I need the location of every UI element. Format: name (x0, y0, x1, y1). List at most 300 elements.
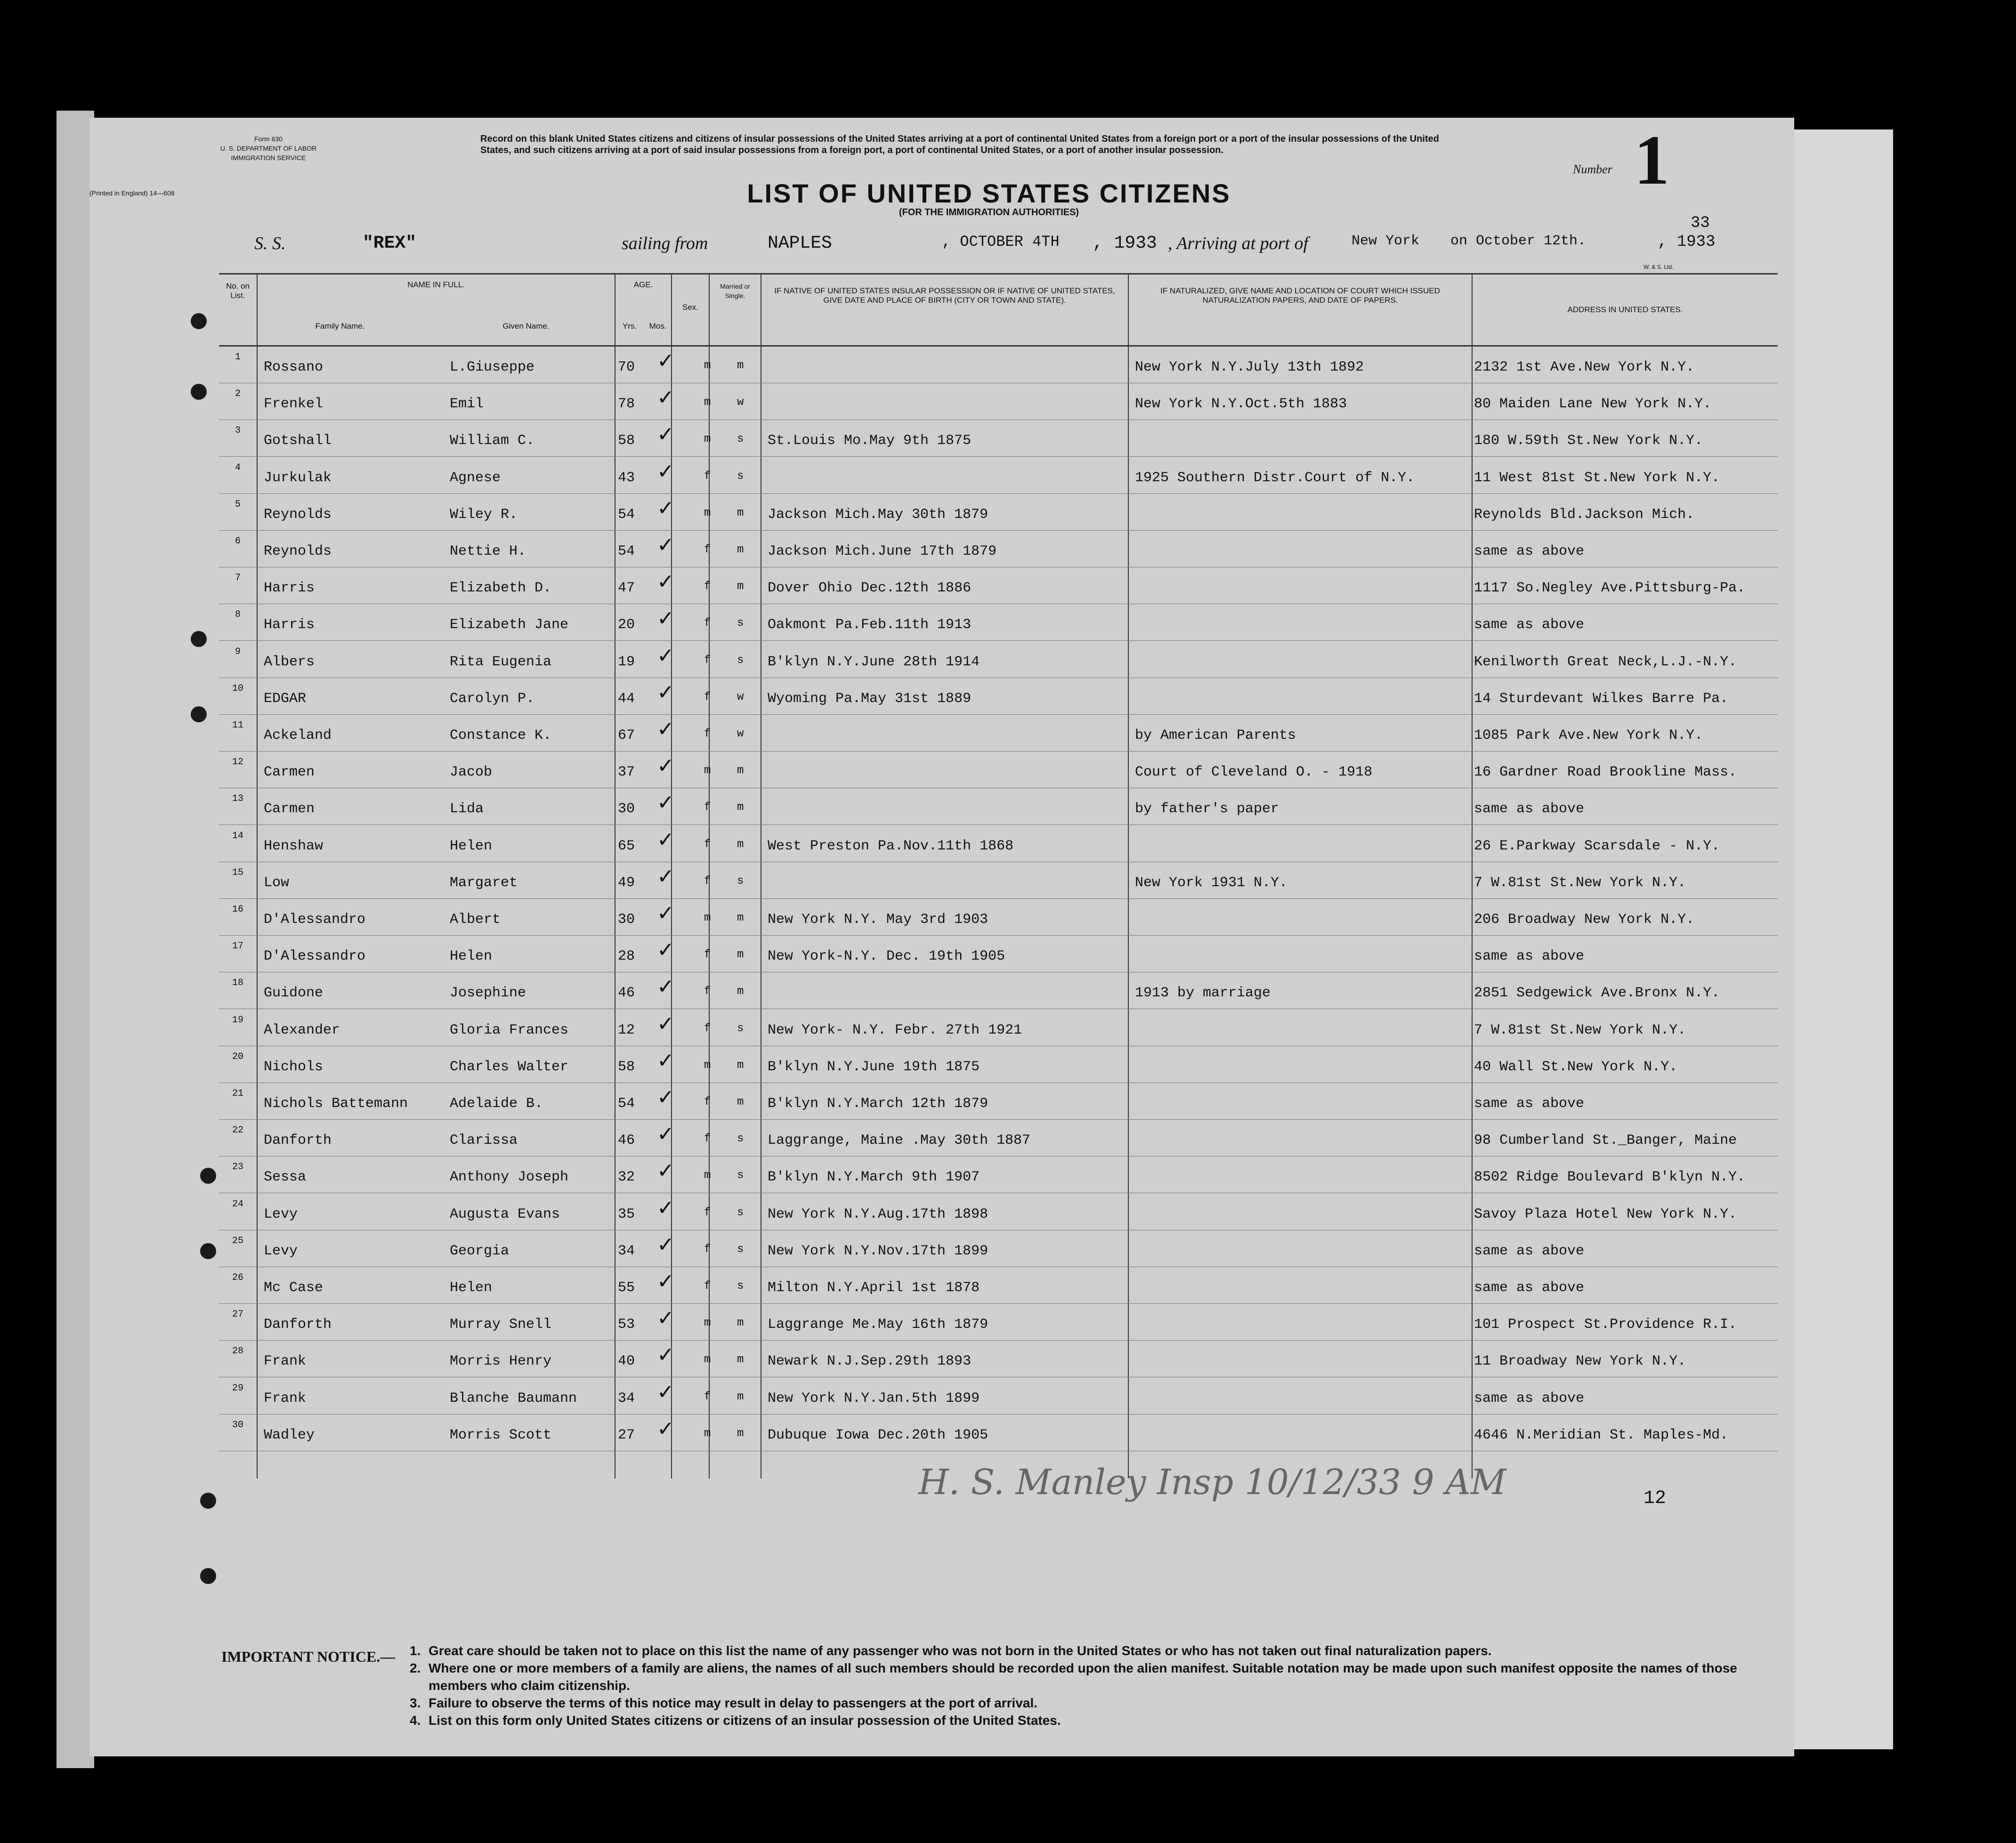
birth-place-date: B'klyn N.Y.March 12th 1879 (768, 1096, 988, 1112)
binding-hole (191, 706, 207, 722)
family-name: EDGAR (264, 690, 307, 707)
given-name: Elizabeth D. (450, 580, 552, 597)
sex: f (704, 580, 711, 593)
family-name: Frank (264, 1353, 307, 1370)
adjacent-page (1794, 129, 1893, 1749)
check-mark: ✓ (657, 938, 674, 962)
us-address: 4646 N.Meridian St. Maples-Md. (1474, 1427, 1729, 1443)
family-name: Danforth (264, 1317, 332, 1333)
us-address: Savoy Plaza Hotel New York N.Y. (1474, 1206, 1737, 1222)
birth-place-date: Milton N.Y.April 1st 1878 (768, 1280, 980, 1296)
us-address: 14 Sturdevant Wilkes Barre Pa. (1474, 690, 1729, 707)
us-address: 2132 1st Ave.New York N.Y. (1474, 359, 1695, 375)
marital-status: m (737, 985, 744, 998)
ship-name: "REX" (363, 233, 417, 253)
check-mark: ✓ (657, 827, 674, 852)
age-years: 34 (617, 1390, 635, 1406)
marital-status: s (737, 1022, 744, 1035)
given-name: L.Giuseppe (450, 359, 535, 375)
naturalization: Court of Cleveland O. - 1918 (1135, 764, 1373, 781)
birth-place-date: B'klyn N.Y.June 19th 1875 (768, 1059, 980, 1075)
check-mark: ✓ (657, 1343, 674, 1367)
sex: m (704, 764, 711, 777)
marital-status: s (737, 469, 744, 483)
check-mark: ✓ (657, 533, 674, 557)
record-instructions: Record on this blank United States citizens and citizens of insular possessions of the United States arriving at a port of continental United States from a foreign port or a port of the insular possessions of the United States, and such citizens arriving at a port of said insular possessions from a foreign port, a port of continental United States, or a port of another insular possession. (480, 134, 1439, 155)
check-mark: ✓ (657, 570, 674, 594)
sex: f (704, 1280, 711, 1293)
marital-status: w (737, 396, 744, 409)
sex: f (704, 1096, 711, 1108)
marital-status: m (737, 801, 744, 814)
given-name: Albert (450, 912, 501, 928)
table-row (219, 457, 1778, 494)
table-row (219, 1009, 1778, 1046)
check-mark: ✓ (657, 643, 674, 668)
age-years: 53 (617, 1317, 635, 1333)
arrival-year: , 1933 (1658, 233, 1716, 251)
given-name: Carolyn P. (450, 690, 535, 707)
us-address: same as above (1474, 1243, 1585, 1259)
row-number: 22 (232, 1125, 243, 1136)
marital-status: s (737, 1243, 744, 1256)
row-number: 28 (232, 1346, 243, 1357)
notice-text: List on this form only United States citizens or citizens of an insular possession of the United States. (429, 1713, 1061, 1728)
form-number: Form 630 (254, 135, 283, 143)
given-name: Margaret (450, 874, 518, 891)
binding-hole (191, 631, 207, 647)
marital-status: m (737, 912, 744, 924)
us-address: same as above (1474, 617, 1585, 633)
marital-status: m (737, 838, 744, 851)
notice-item (410, 1642, 1771, 1659)
sex: m (704, 1317, 711, 1330)
naturalization: 1913 by marriage (1135, 985, 1271, 1002)
age-years: 32 (617, 1169, 635, 1186)
sex: f (704, 543, 711, 556)
row-number: 2 (235, 388, 241, 400)
given-name: Gloria Frances (450, 1022, 569, 1038)
row-number: 14 (232, 830, 243, 841)
marital-status: m (737, 948, 744, 962)
given-name: Emil (450, 396, 484, 412)
table-row (219, 530, 1778, 567)
given-name: Jacob (450, 764, 493, 781)
sex: f (704, 728, 711, 740)
check-mark: ✓ (657, 791, 674, 815)
family-name: Harris (264, 617, 315, 633)
age-years: 67 (617, 728, 635, 744)
table-row (219, 346, 1778, 383)
sex: m (704, 1169, 711, 1182)
given-name: Constance K. (450, 728, 552, 744)
row-number: 21 (232, 1088, 243, 1099)
given-name: Josephine (450, 985, 526, 1002)
age-years: 19 (617, 654, 635, 670)
notice-item (410, 1712, 1771, 1729)
table-row (219, 678, 1778, 715)
age-years: 30 (617, 912, 635, 928)
given-name: Blanche Baumann (450, 1390, 577, 1406)
row-number: 15 (232, 867, 243, 878)
col-given: Given Name. (502, 322, 550, 331)
notice-number: 1. (410, 1643, 421, 1658)
check-mark: ✓ (657, 1085, 674, 1109)
sex: m (704, 1059, 711, 1072)
binding-hole (191, 384, 207, 400)
marital-status: w (737, 690, 744, 703)
marital-status: m (737, 1390, 744, 1403)
passenger-count: 12 (1644, 1488, 1667, 1509)
us-address: 40 Wall St.New York N.Y. (1474, 1059, 1678, 1075)
row-number: 10 (232, 683, 243, 694)
service-name: IMMIGRATION SERVICE (231, 154, 306, 162)
check-mark: ✓ (657, 349, 674, 373)
binding-hole (200, 1243, 216, 1259)
row-number: 12 (232, 757, 243, 768)
sex: f (704, 690, 711, 703)
check-mark: ✓ (657, 864, 674, 889)
page-subtitle: (FOR THE IMMIGRATION AUTHORITIES) (899, 207, 1079, 218)
notice-list (410, 1642, 1771, 1729)
us-address: 26 E.Parkway Scarsdale - N.Y. (1474, 838, 1720, 854)
us-address: 8502 Ridge Boulevard B'klyn N.Y. (1474, 1169, 1746, 1186)
row-number: 17 (232, 941, 243, 952)
table-row (219, 1119, 1778, 1156)
birth-place-date: Dubuque Iowa Dec.20th 1905 (768, 1427, 988, 1443)
inspector-signature: H. S. Manley Insp 10/12/33 9 AM (918, 1462, 1506, 1503)
age-years: 12 (617, 1022, 635, 1038)
family-name: D'Alessandro (264, 912, 366, 928)
sex: f (704, 1132, 711, 1146)
family-name: Carmen (264, 801, 315, 817)
marital-status: s (737, 1132, 744, 1146)
marital-status: w (737, 728, 744, 740)
row-number: 8 (235, 609, 241, 621)
sailing-from-label: sailing from (622, 234, 708, 253)
marital-status: s (737, 1280, 744, 1293)
birth-place-date: Wyoming Pa.May 31st 1889 (768, 690, 972, 707)
table-row (219, 493, 1778, 531)
row-number: 23 (232, 1162, 243, 1173)
age-years: 54 (617, 506, 635, 523)
notice-number: 4. (410, 1713, 421, 1728)
table-row (219, 788, 1778, 825)
family-name: Henshaw (264, 838, 324, 854)
us-address: 206 Broadway New York N.Y. (1474, 912, 1695, 928)
marital-status: m (737, 1427, 744, 1440)
given-name: Lida (450, 801, 484, 817)
col-sex: Sex. (671, 275, 709, 345)
row-number: 1 (235, 352, 241, 363)
family-name: Guidone (264, 985, 324, 1002)
birth-place-date: Dover Ohio Dec.12th 1886 (768, 580, 972, 597)
family-name: Mc Case (264, 1280, 324, 1296)
family-name: Low (264, 874, 290, 891)
family-name: Alexander (264, 1022, 340, 1038)
check-mark: ✓ (657, 717, 674, 741)
given-name: Anthony Joseph (450, 1169, 569, 1186)
naturalization: New York N.Y.Oct.5th 1883 (1135, 396, 1347, 412)
age-years: 78 (617, 396, 635, 412)
birth-place-date: Laggrange, Maine .May 30th 1887 (768, 1132, 1031, 1149)
given-name: Morris Henry (450, 1353, 552, 1370)
age-years: 55 (617, 1280, 635, 1296)
check-mark: ✓ (657, 1048, 674, 1073)
list-number: 1 (1634, 121, 1669, 199)
check-mark: ✓ (657, 496, 674, 520)
marital-status: m (737, 764, 744, 777)
row-number: 7 (235, 573, 241, 584)
given-name: Wiley R. (450, 506, 518, 523)
us-address: 11 West 81st St.New York N.Y. (1474, 469, 1720, 486)
marital-status: s (737, 1169, 744, 1182)
row-number: 3 (235, 425, 241, 436)
given-name: Rita Eugenia (450, 654, 552, 670)
row-number: 20 (232, 1051, 243, 1062)
table-row (219, 1156, 1778, 1193)
ss-label: S. S. (254, 234, 286, 253)
sex: m (704, 1353, 711, 1366)
birth-place-date: Laggrange Me.May 16th 1879 (768, 1317, 988, 1333)
us-address: 2851 Sedgewick Ave.Bronx N.Y. (1474, 985, 1720, 1002)
age-years: 37 (617, 764, 635, 781)
age-years: 20 (617, 617, 635, 633)
sex: m (704, 433, 711, 446)
row-number: 24 (232, 1198, 243, 1210)
row-number: 9 (235, 646, 241, 657)
sex: f (704, 654, 711, 667)
row-number: 18 (232, 978, 243, 989)
col-birth: IF NATIVE OF UNITED STATES INSULAR POSSESSION OR IF NATIVE OF UNITED STATES, GIVE DATE AND PLACE OF BIRTH (CITY OR TOWN AND STATE). (761, 275, 1128, 345)
marital-status: m (737, 543, 744, 556)
sex: f (704, 985, 711, 998)
check-mark: ✓ (657, 422, 674, 447)
notice-number: 3. (410, 1696, 421, 1710)
family-name: Wadley (264, 1427, 315, 1443)
notice-text: Failure to observe the terms of this notice may result in delay to passengers at the port of arrival. (429, 1696, 1038, 1710)
marital-status: m (737, 506, 744, 519)
col-family: Family Name. (315, 322, 365, 331)
birth-place-date: West Preston Pa.Nov.11th 1868 (768, 838, 1014, 854)
given-name: Agnese (450, 469, 501, 486)
sex: m (704, 912, 711, 924)
age-years: 65 (617, 838, 635, 854)
table-row (219, 1193, 1778, 1230)
us-address: same as above (1474, 801, 1585, 817)
us-address: same as above (1474, 543, 1585, 559)
us-address: 80 Maiden Lane New York N.Y. (1474, 396, 1712, 412)
notice-number: 2. (410, 1661, 421, 1675)
table-row (219, 420, 1778, 457)
check-mark: ✓ (657, 1159, 674, 1183)
arriving-label: , Arriving at port of (1168, 234, 1309, 253)
birth-place-date: St.Louis Mo.May 9th 1875 (768, 433, 972, 449)
age-years: 54 (617, 543, 635, 559)
check-mark: ✓ (657, 1232, 674, 1257)
given-name: Elizabeth Jane (450, 617, 569, 633)
page-title: LIST OF UNITED STATES CITIZENS (747, 178, 1231, 208)
us-address: 7 W.81st St.New York N.Y. (1474, 874, 1686, 891)
col-married: Married or Single. (709, 275, 761, 345)
given-name: Helen (450, 1280, 493, 1296)
table-row (219, 604, 1778, 641)
departure-year: , 1933 (1093, 233, 1157, 253)
birth-place-date: New York N.Y.Aug.17th 1898 (768, 1206, 988, 1222)
birth-place-date: New York-N.Y. Dec. 19th 1905 (768, 948, 1005, 965)
table-row (219, 567, 1778, 604)
table-row (219, 1377, 1778, 1415)
marital-status: m (737, 1317, 744, 1330)
us-address: 11 Broadway New York N.Y. (1474, 1353, 1686, 1370)
naturalization: New York N.Y.July 13th 1892 (1135, 359, 1364, 375)
ship-line (254, 233, 1742, 261)
col-mos: Mos. (649, 322, 667, 331)
age-years: 44 (617, 690, 635, 707)
number-label: Number (1573, 162, 1612, 176)
us-address: 98 Cumberland St._Banger, Maine (1474, 1132, 1737, 1149)
printer-mark: W. & S. Ltd. (1644, 264, 1674, 270)
given-name: Charles Walter (450, 1059, 569, 1075)
marital-status: m (737, 1096, 744, 1108)
age-years: 46 (617, 985, 635, 1002)
family-name: Danforth (264, 1132, 332, 1149)
check-mark: ✓ (657, 606, 674, 631)
family-name: D'Alessandro (264, 948, 366, 965)
naturalization: New York 1931 N.Y. (1135, 874, 1288, 891)
naturalization: by American Parents (1135, 728, 1296, 744)
col-age: AGE. Yrs. Mos. (615, 275, 671, 345)
page-number: 33 (1691, 214, 1710, 232)
age-years: 30 (617, 801, 635, 817)
us-address: 1085 Park Ave.New York N.Y. (1474, 728, 1703, 744)
port-to: New York (1352, 233, 1420, 249)
check-mark: ✓ (657, 459, 674, 484)
table-row (219, 935, 1778, 972)
given-name: Murray Snell (450, 1317, 552, 1333)
row-number: 30 (232, 1419, 243, 1431)
age-years: 58 (617, 1059, 635, 1075)
us-address: 1117 So.Negley Ave.Pittsburg-Pa. (1474, 580, 1746, 597)
sex: m (704, 396, 711, 409)
age-years: 54 (617, 1096, 635, 1112)
sex: m (704, 359, 711, 372)
check-mark: ✓ (657, 386, 674, 410)
age-years: 46 (617, 1132, 635, 1149)
age-years: 34 (617, 1243, 635, 1259)
us-address: same as above (1474, 948, 1585, 965)
sex: f (704, 469, 711, 483)
port-from: NAPLES (768, 233, 832, 253)
form-header (155, 134, 381, 162)
marital-status: m (737, 580, 744, 593)
sex: f (704, 1243, 711, 1256)
marital-status: m (737, 1059, 744, 1072)
table-row (219, 751, 1778, 788)
given-name: Georgia (450, 1243, 510, 1259)
family-name: Carmen (264, 764, 315, 781)
departure-date: , OCTOBER 4TH (942, 233, 1060, 251)
table-row (219, 898, 1778, 936)
table-row (219, 1414, 1778, 1451)
table-row (219, 1303, 1778, 1341)
age-years: 35 (617, 1206, 635, 1222)
check-mark: ✓ (657, 1011, 674, 1036)
naturalization: by father's paper (1135, 801, 1279, 817)
family-name: Jurkulak (264, 469, 332, 486)
table-row (219, 1267, 1778, 1304)
table-row (219, 1083, 1778, 1120)
notice-heading: IMPORTANT NOTICE.— (221, 1648, 396, 1665)
given-name: Adelaide B. (450, 1096, 543, 1112)
check-mark: ✓ (657, 1269, 674, 1293)
age-years: 27 (617, 1427, 635, 1443)
notice-item (410, 1694, 1771, 1712)
row-number: 26 (232, 1272, 243, 1283)
row-number: 19 (232, 1014, 243, 1026)
check-mark: ✓ (657, 1416, 674, 1441)
birth-place-date: New York N.Y.Jan.5th 1899 (768, 1390, 980, 1406)
family-name: Frenkel (264, 396, 324, 412)
given-name: Morris Scott (450, 1427, 552, 1443)
us-address: same as above (1474, 1280, 1585, 1296)
us-address: 7 W.81st St.New York N.Y. (1474, 1022, 1686, 1038)
col-no: No. on List. (226, 282, 250, 300)
row-number: 4 (235, 462, 241, 473)
birth-place-date: Jackson Mich.May 30th 1879 (768, 506, 988, 523)
age-years: 40 (617, 1353, 635, 1370)
col-address: ADDRESS IN UNITED STATES. (1472, 275, 1778, 345)
sex: f (704, 1206, 711, 1219)
row-number: 5 (235, 499, 241, 510)
arrival-date: on October 12th. (1450, 233, 1587, 249)
birth-place-date: New York N.Y. May 3rd 1903 (768, 912, 988, 928)
check-mark: ✓ (657, 1122, 674, 1147)
given-name: Clarissa (450, 1132, 518, 1149)
birth-place-date: B'klyn N.Y.June 28th 1914 (768, 654, 980, 670)
birth-place-date: Newark N.J.Sep.29th 1893 (768, 1353, 972, 1370)
family-name: Harris (264, 580, 315, 597)
family-name: Reynolds (264, 543, 332, 559)
row-number: 25 (232, 1235, 243, 1246)
sex: f (704, 838, 711, 851)
sex: m (704, 506, 711, 519)
family-name: Levy (264, 1206, 298, 1222)
binding-hole (191, 313, 207, 329)
age-years: 70 (617, 359, 635, 375)
us-address: Reynolds Bld.Jackson Mich. (1474, 506, 1695, 523)
age-years: 43 (617, 469, 635, 486)
marital-status: m (737, 1353, 744, 1366)
sex: f (704, 1390, 711, 1403)
table-row (219, 972, 1778, 1009)
us-address: 180 W.59th St.New York N.Y. (1474, 433, 1703, 449)
sex: f (704, 1022, 711, 1035)
row-number: 11 (232, 720, 243, 731)
check-mark: ✓ (657, 680, 674, 704)
age-years: 58 (617, 433, 635, 449)
row-number: 27 (232, 1309, 243, 1320)
family-name: Albers (264, 654, 315, 670)
notice-text: Where one or more members of a family are aliens, the names of all such members should be recorded upon the alien manifest. Suitable notation may be made upon such manifest opposite the names of those members who claim citizenship. (429, 1661, 1737, 1693)
table-row (219, 1230, 1778, 1267)
marital-status: s (737, 617, 744, 630)
department-name: U. S. DEPARTMENT OF LABOR (220, 145, 317, 152)
birth-place-date: B'klyn N.Y.March 9th 1907 (768, 1169, 980, 1186)
sex: m (704, 1427, 711, 1440)
given-name: Augusta Evans (450, 1206, 560, 1222)
family-name: Rossano (264, 359, 324, 375)
